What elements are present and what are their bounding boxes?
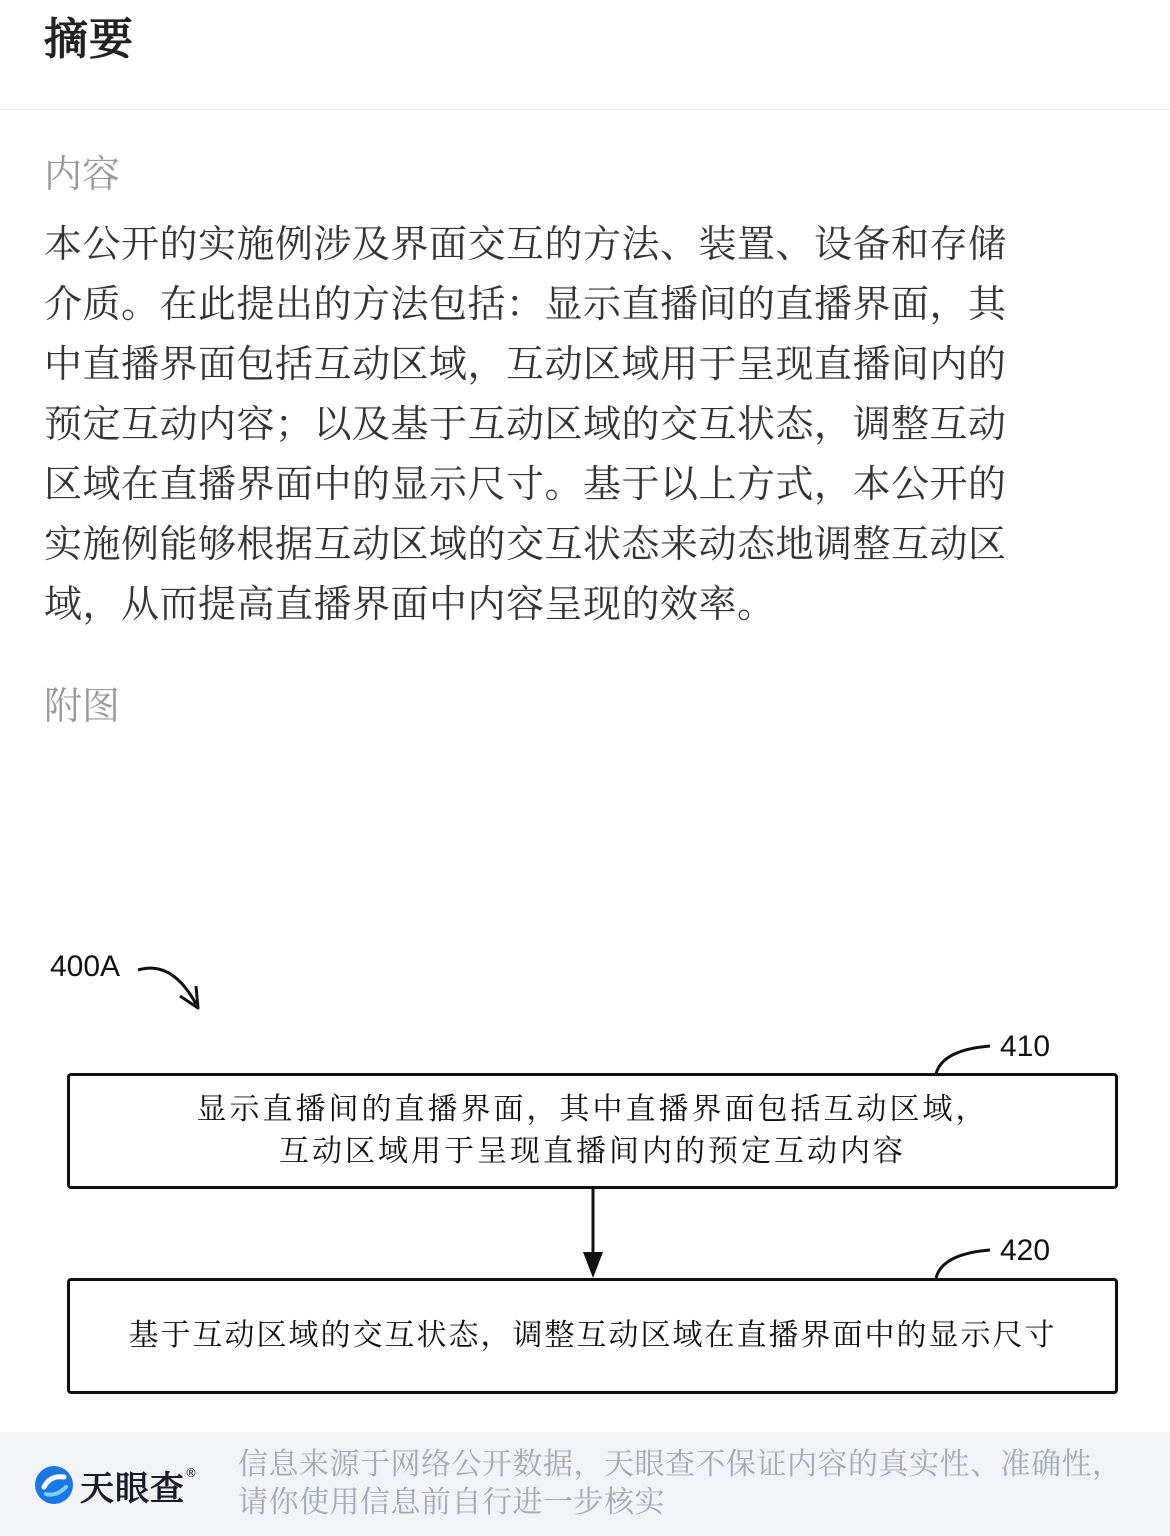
flow-connector-arrowhead: [583, 1252, 603, 1278]
page-title: 摘要: [44, 14, 134, 65]
abstract-line: 域，从而提高直播界面中内容呈现的效率。: [44, 582, 776, 626]
disclaimer-text: [238, 1446, 1158, 1522]
abstract-line: 介质。在此提出的方法包括：显示直播间的直播界面，其: [44, 282, 1007, 326]
tianyancha-logo-icon: [32, 1463, 76, 1507]
step-box-line: 互动区域用于呈现直播间内的预定互动内容: [279, 1134, 906, 1169]
abstract-text: [44, 214, 1104, 634]
figure-id-label: 400A: [50, 950, 121, 983]
registered-mark: ®: [185, 1466, 197, 1480]
step-box-420[interactable]: [67, 1278, 1118, 1394]
disclaimer-line: 请你使用信息前自行进一步核实: [238, 1485, 665, 1520]
disclaimer-line: 信息来源于网络公开数据，天眼查不保证内容的真实性、准确性，: [238, 1447, 1123, 1482]
content-section-label: 内容: [44, 152, 121, 196]
abstract-line: 预定互动内容；以及基于互动区域的交互状态，调整互动: [44, 402, 1007, 446]
source-footer: [0, 1432, 1170, 1536]
abstract-line: 区域在直播界面中的显示尺寸。基于以上方式，本公开的: [44, 462, 1007, 506]
step-420-leader: [936, 1250, 990, 1278]
step-number-410: 410: [1000, 1030, 1051, 1063]
step-box-line: 基于互动区域的交互状态，调整互动区域在直播界面中的显示尺寸: [128, 1318, 1057, 1353]
figure-pointer-arrow: [138, 968, 196, 1004]
abstract-line: 本公开的实施例涉及界面交互的方法、装置、设备和存储: [44, 222, 1007, 266]
brand-name: 天眼查: [80, 1468, 185, 1509]
flowchart-figure[interactable]: [0, 900, 1170, 1420]
figure-pointer-arrowhead: [180, 986, 198, 1008]
brand-logo[interactable]: [32, 1462, 197, 1508]
abstract-line: 中直播界面包括互动区域，互动区域用于呈现直播间内的: [44, 342, 1007, 386]
page-header: [0, 0, 1170, 110]
step-410-leader: [936, 1046, 990, 1074]
figure-section-label: 附图: [44, 684, 121, 728]
abstract-line: 实施例能够根据互动区域的交互状态来动态地调整互动区: [44, 522, 1007, 566]
step-box-410[interactable]: [67, 1073, 1118, 1189]
step-number-420: 420: [1000, 1234, 1051, 1267]
step-box-line: 显示直播间的直播界面，其中直播界面包括互动区域，: [196, 1092, 989, 1127]
